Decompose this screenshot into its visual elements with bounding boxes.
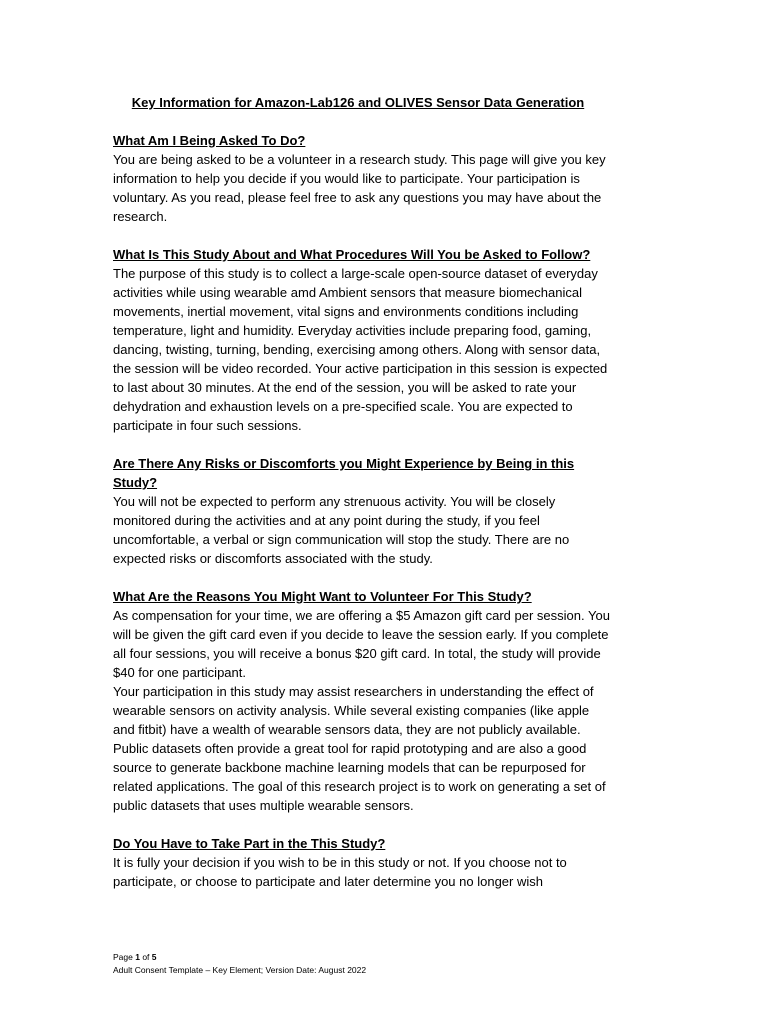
page-prefix: Page — [113, 952, 136, 962]
section-heading: Do You Have to Take Part in the This Study? — [113, 836, 386, 851]
section-heading: What Is This Study About and What Procedures Will You be Asked to Follow? — [113, 247, 591, 262]
section-paragraph: It is fully your decision if you wish to be in this study or not. If you choose not to participate, or choose to participate and later determine you no longer wish — [113, 855, 567, 889]
document-body — [113, 131, 613, 910]
section-reasons — [113, 587, 613, 815]
section-paragraph: You are being asked to be a volunteer in a research study. This page will give you key information to help you decide if you would like to participate. Your participation is voluntary. As you read, please feel free to ask any questions you may have about the research. — [113, 152, 606, 224]
page-footer — [113, 951, 613, 977]
page-current: 1 — [135, 952, 140, 962]
section-risks — [113, 454, 613, 568]
section-asked-to-do — [113, 131, 613, 226]
section-paragraph: You will not be expected to perform any strenuous activity. You will be closely monitored during the activities and at any point during the study, if you feel uncomfortable, a verbal or sign communication will stop the study. There are no expected risks or discomforts associated with the study. — [113, 494, 570, 566]
section-paragraph: Your participation in this study may assist researchers in understanding the effect of wearable sensors on activity analysis. While several existing companies (like apple and fitbit) have a wealth of wearable sensors data, they are not publicly available. Public datasets often provide a great tool for rapid prototyping and are also a good source to generate backbone machine learning models that can be repurposed for related applications. The goal of this research project is to work on generating a set of public datasets that uses multiple wearable sensors. — [113, 684, 606, 813]
page-number — [113, 951, 613, 964]
template-version-line: Adult Consent Template – Key Element; Version Date: August 2022 — [113, 965, 367, 975]
page-of: of — [139, 952, 152, 962]
section-paragraph: As compensation for your time, we are offering a $5 Amazon gift card per session. You will be given the gift card even if you decide to leave the session early. If you complete all four sessions, you will receive a bonus $20 gift card. In total, the study will provide $40 for one participant. — [113, 608, 610, 680]
section-heading: What Are the Reasons You Might Want to Volunteer For This Study? — [113, 589, 532, 604]
section-take-part — [113, 834, 613, 891]
section-study-about — [113, 245, 613, 435]
section-heading: What Am I Being Asked To Do? — [113, 133, 306, 148]
section-paragraph: The purpose of this study is to collect a large-scale open-source dataset of everyday activities while using wearable amd Ambient sensors that measure biomechanical movements, inertial movement, vital signs and environments conditions including temperature, light and humidity. Everyday activities include preparing food, gaming, dancing, twisting, turning, bending, exercising among others. Along with sensor data, the session will be video recorded. Your active participation in this session is expected to last about 30 minutes. At the end of the session, you will be asked to rate your dehydration and exhaustion levels on a pre-specified scale. You are expected to participate in four such sessions. — [113, 266, 608, 433]
page-total: 5 — [151, 952, 157, 962]
section-heading: Are There Any Risks or Discomforts you Might Experience by Being in this Study? — [113, 456, 575, 490]
document-title: Key Information for Amazon-Lab126 and OLIVES Sensor Data Generation — [131, 95, 585, 110]
